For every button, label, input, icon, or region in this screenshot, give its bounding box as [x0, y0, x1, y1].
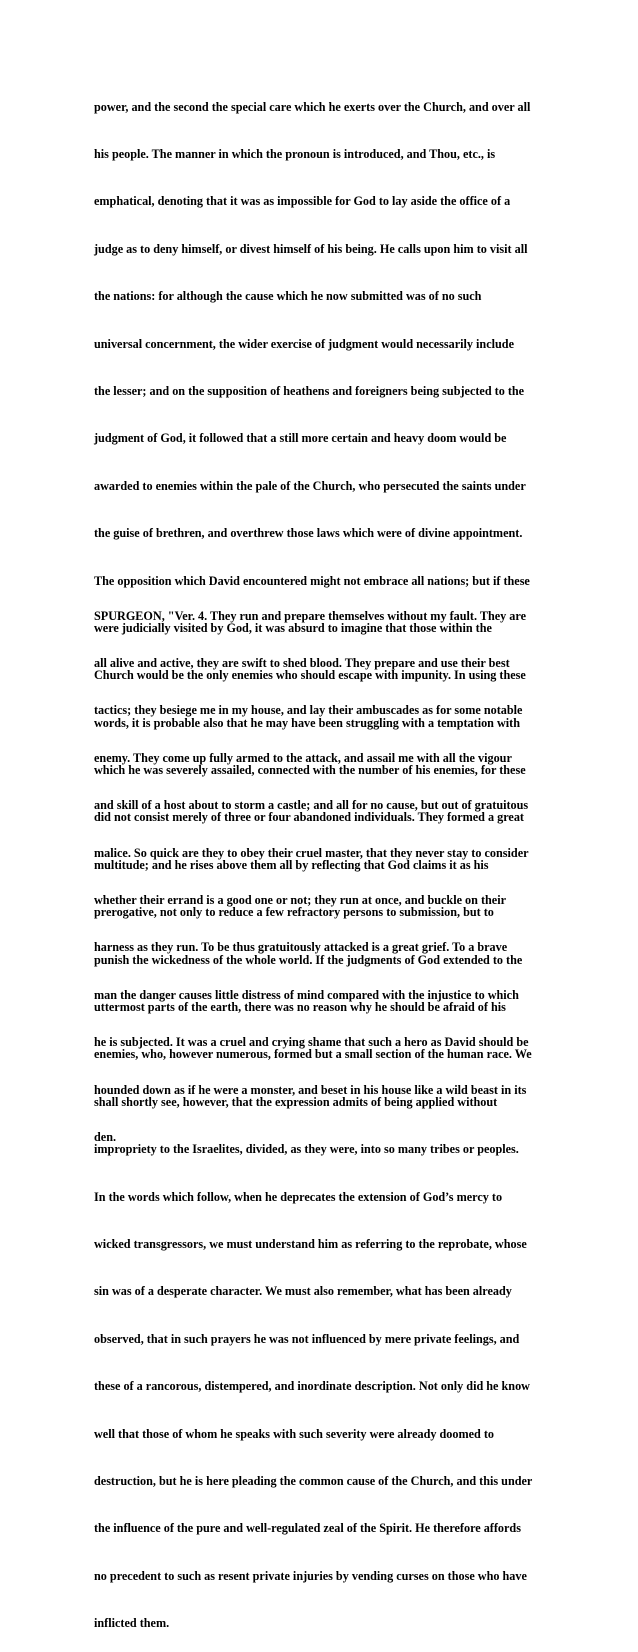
- text-line: no precedent to such as resent private injuries by vending curses on those who have: [94, 1568, 527, 1583]
- text-line: and skill of a host about to storm a castle; and all for no cause, but out of gratuitous: [94, 798, 529, 813]
- text-line: multitude; and he rises above them all by reflecting that God claims it as his: [94, 857, 489, 872]
- text-line: emphatical, denoting that it was as impossible for God to lay aside the office of a: [94, 194, 511, 209]
- text-line: which he was severely assailed, connected with the number of his enemies, for these: [94, 763, 526, 778]
- text-line: all alive and active, they are swift to shed blood. They prepare and use their best: [94, 655, 510, 670]
- text-line: In the words which follow, when he deprecates the extension of God’s mercy to: [94, 1189, 503, 1204]
- text-line: the nations: for although the cause which he now submitted was of no such: [94, 289, 482, 304]
- text-line: whether their errand is a good one or not; they run at once, and buckle on their: [94, 892, 507, 907]
- text-line: sin was of a desperate character. We must also remember, what has been already: [94, 1284, 512, 1299]
- text-line: malice. So quick are they to obey their cruel master, that they never stay to consider: [94, 845, 529, 860]
- text-line: he is subjected. It was a cruel and crying shame that such a hero as David should be: [94, 1035, 529, 1050]
- paragraph-spurgeon-commentary: [94, 577, 554, 1177]
- text-line: harness as they run. To be thus gratuitously attacked is a great grief. To a brave: [94, 940, 508, 955]
- text-line: power, and the second the special care which he exerts over the Church, and over all: [94, 99, 531, 114]
- text-line: impropriety to the Israelites, divided, as they were, into so many tribes or peoples.: [94, 1142, 519, 1157]
- text-line: judge as to deny himself, or divest himself of his being. He calls upon him to visit all: [94, 241, 528, 256]
- text-line: the influence of the pure and well-regulated zeal of the Spirit. He therefore affords: [94, 1521, 521, 1536]
- text-line: the guise of brethren, and overthrew those laws which were of divine appointment.: [94, 526, 523, 541]
- text-line: destruction, but he is here pleading the common cause of the Church, and this under: [94, 1473, 533, 1488]
- text-line: universal concernment, the wider exercise of judgment would necessarily include: [94, 336, 514, 351]
- text-line: well that those of whom he speaks with such severity were already doomed to: [94, 1426, 495, 1441]
- text-line: shall shortly see, however, that the expression admits of being applied without: [94, 1094, 498, 1109]
- text-line: words, it is probable also that he may have been struggling with a temptation with: [94, 715, 521, 730]
- text-line: his people. The manner in which the pronoun is introduced, and Thou, etc., is: [94, 146, 496, 161]
- text-line: awarded to enemies within the pale of the Church, who persecuted the saints under: [94, 478, 526, 493]
- text-line: judgment of God, it followed that a still more certain and heavy doom would be: [94, 431, 507, 446]
- text-line: hounded down as if he were a monster, and beset in his house like a wild beast in its: [94, 1082, 527, 1097]
- text-line: wicked transgressors, we must understand him as referring to the reprobate, whose: [94, 1236, 527, 1251]
- text-line: inflicted them.: [94, 1616, 170, 1631]
- text-line: these of a rancorous, distempered, and inordinate description. Not only did he know: [94, 1379, 530, 1394]
- text-line: den.: [94, 1129, 117, 1144]
- text-line: SPURGEON, "Ver. 4. They run and prepare themselves without my fault. They are: [94, 608, 526, 623]
- text-line: uttermost parts of the earth, there was no reason why he should be afraid of his: [94, 1000, 506, 1015]
- text-line: did not consist merely of three or four abandoned individuals. They formed a great: [94, 810, 524, 825]
- text-line: man the danger causes little distress of mind compared with the injustice to which: [94, 987, 519, 1002]
- text-line: enemies, who, however numerous, formed but a small section of the human race. We: [94, 1047, 532, 1062]
- text-line: were judicially visited by God, it was absurd to imagine that those within the: [94, 620, 492, 635]
- text-line: the lesser; and on the supposition of heathens and foreigners being subjected to the: [94, 383, 525, 398]
- text-line: Church would be the only enemies who should escape with impunity. In using these: [94, 668, 526, 683]
- text-line: punish the wickedness of the whole world. If the judgments of God extended to the: [94, 952, 523, 967]
- text-line: observed, that in such prayers he was not influenced by mere private feelings, and: [94, 1331, 520, 1346]
- text-line: The opposition which David encountered might not embrace all nations; but if these: [94, 573, 530, 588]
- text-line: prerogative, not only to reduce a few refractory persons to submission, but to: [94, 905, 494, 920]
- text-line: enemy. They come up fully armed to the attack, and assail me with all the vigour: [94, 750, 512, 765]
- text-line: tactics; they besiege me in my house, and lay their ambuscades as for some notable: [94, 703, 523, 718]
